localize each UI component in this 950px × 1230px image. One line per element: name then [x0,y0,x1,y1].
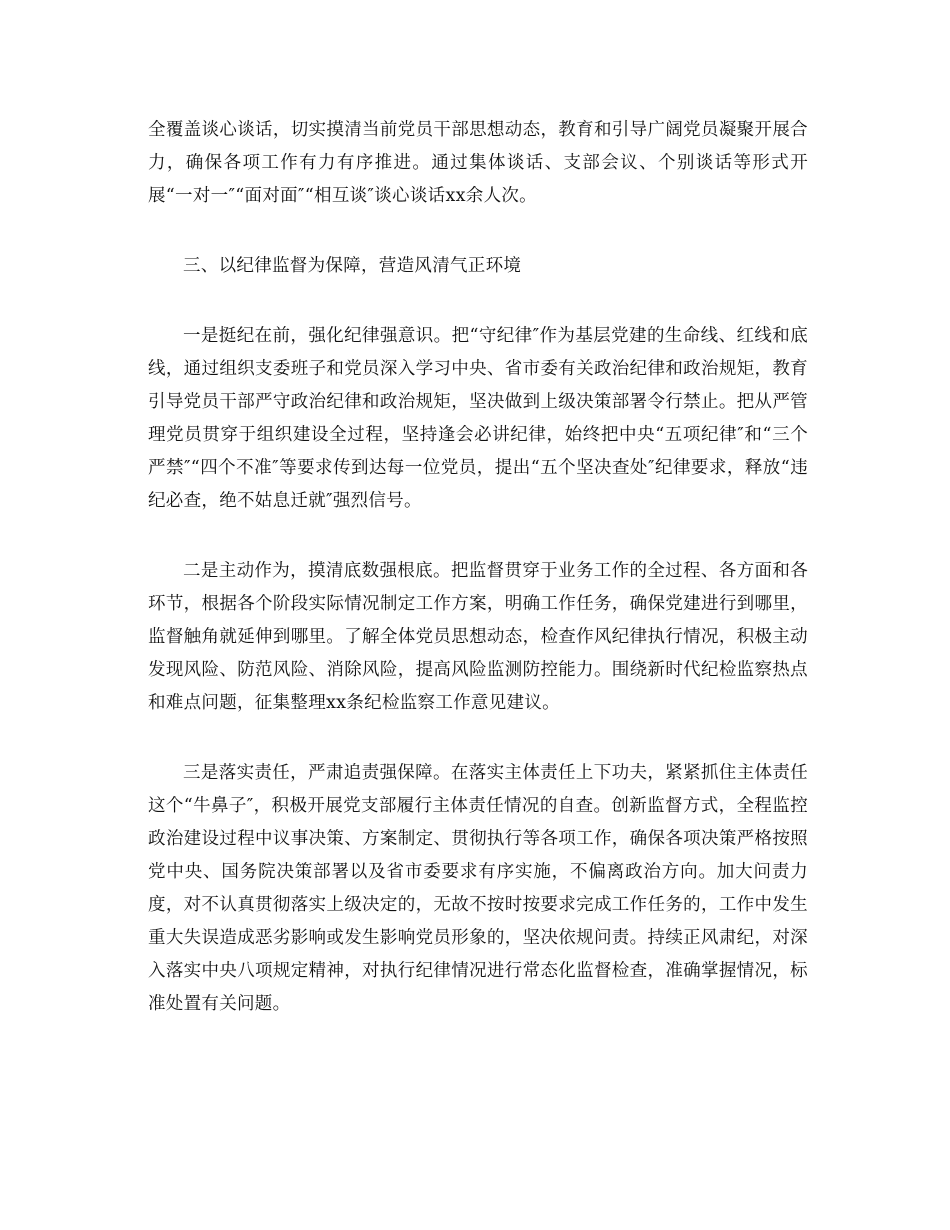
body-paragraph-discipline-first: 一是挺纪在前，强化纪律强意识。把“守纪律″作为基层党建的生命线、红线和底线，通过组织支委班子和党员深入学习中央、省市委有关政治纪律和政治规矩，教育引导党员干部严守政治纪律和政治规矩，坚决做到上级决策部署令行禁止。把从严管理党员贯穿于组织建设全过程，坚持逢会必讲纪律，始终把中央“五项纪律″和“三个严禁″“四个不准″等要求传到达每一位党员，提出“五个坚决查处″纪律要求，释放“违纪必查，绝不姑息迁就″强烈信号。 [148,326,808,511]
body-paragraph-continuation: 全覆盖谈心谈话，切实摸清当前党员干部思想动态，教育和引导广阔党员凝聚开展合力，确保各项工作有力有序推进。通过集体谈话、支部会议、个别谈话等形式开展“一对一″“面对面″“相互谈″谈心谈话xx余人次。 [148,120,808,206]
body-paragraph-active-action: 二是主动作为，摸清底数强根底。把监督贯穿于业务工作的全过程、各方面和各环节，根据各个阶段实际情况制定工作方案，明确工作任务，确保党建进行到哪里，监督触角就延伸到哪里。了解全体党员思想动态，检查作风纪律执行情况，积极主动发现风险、防范风险、消除风险，提高风险监测防控能力。围绕新时代纪检监察热点和难点问题，征集整理xx条纪检监察工作意见建议。 [148,561,808,713]
document-body [148,114,808,1058]
body-paragraph-responsibility: 三是落实责任，严肃追责强保障。在落实主体责任上下功夫，紧紧抓住主体责任这个“牛鼻子″，积极开展党支部履行主体责任情况的自查。创新监督方式，全程监控政治建设过程中议事决策、方案制定、贯彻执行等各项工作，确保各项决策严格按照党中央、国务院决策部署以及省市委要求有序实施，不偏离政治方向。加大问责力度，对不认真贯彻落实上级决定的，无故不按时按要求完成工作任务的，工作中发生重大失误造成恶劣影响或发生影响党员形象的，坚决依规问责。持续正风肃纪，对深入落实中央八项规定精神，对执行纪律情况进行常态化监督检查，准确掌握情况，标准处置有关问题。 [148,763,808,1014]
section-heading: 三、以纪律监督为保障，营造风清气正环境 [183,256,522,276]
